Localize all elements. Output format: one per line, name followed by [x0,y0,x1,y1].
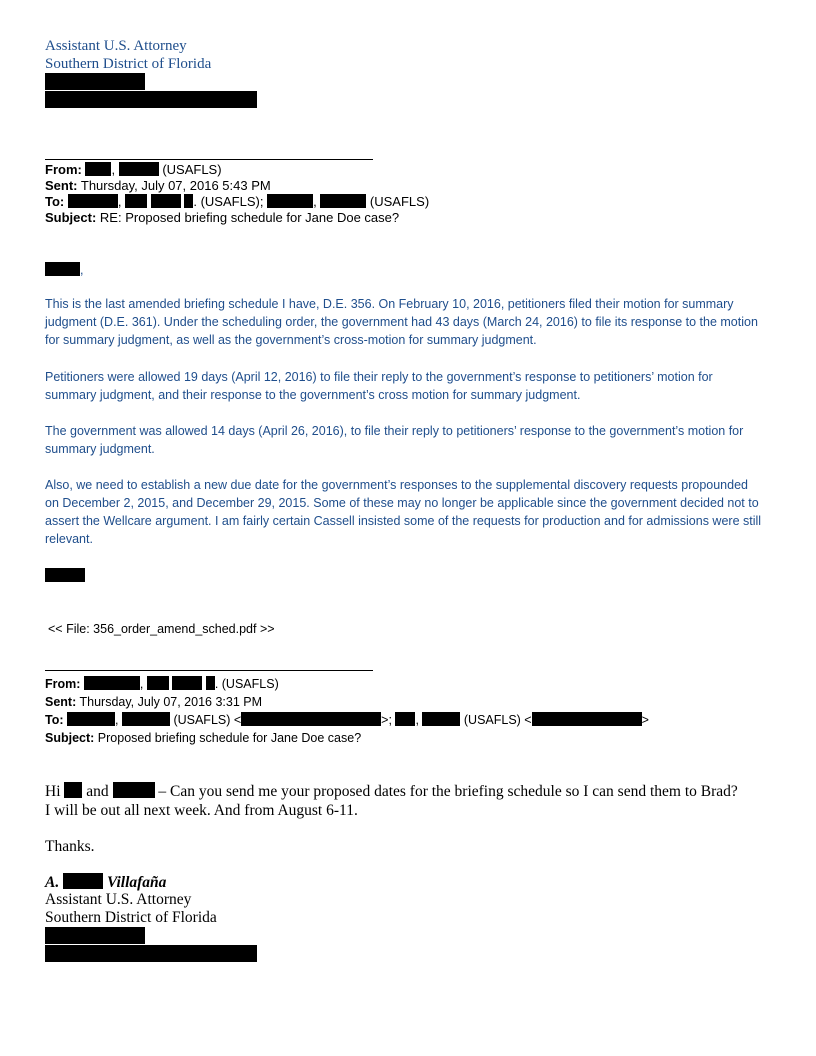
to-label: To: [45,713,64,727]
subject-value: RE: Proposed briefing schedule for Jane Doe case? [99,210,400,225]
to-part: (USAFLS) < [463,713,532,727]
original-subject-line [45,729,361,747]
header-separator [45,159,373,160]
header-separator [45,670,373,671]
from-suffix: . (USAFLS) [214,677,279,691]
redaction-block [395,712,415,726]
subject-label: Subject: [45,731,95,745]
redaction-block [63,873,103,889]
redaction-block [122,712,170,726]
redaction-block [147,676,169,690]
subject-label: Subject: [45,210,97,225]
redaction-block [184,194,193,208]
original-body-line-1: Hi and – Can you send me your proposed dates for the briefing schedule so I can send them to Brad? [45,783,738,800]
body-paragraph: Petitioners were allowed 19 days (April 12, 2016) to file their reply to the government’s response to petitioners’ motion for summary judgment, and their response to the government’s cross motion for summary judgment. [45,370,713,402]
redaction-block [64,782,82,798]
redaction-block [119,162,159,176]
original-body-line-2: I will be out all next week. And from August 6-11. [45,802,358,819]
top-signature-title: Assistant U.S. Attorney [45,38,187,54]
to-part: . (USAFLS); [193,194,264,209]
signature-title: Assistant U.S. Attorney [45,891,192,908]
from-label: From: [45,162,82,177]
redaction-block [45,262,80,276]
redaction-block [67,712,115,726]
redaction-block [113,782,155,798]
redaction-block [422,712,460,726]
redaction-block [45,73,145,90]
redaction-block [206,676,215,690]
body-paragraph: Also, we need to establish a new due date for the government’s responses to the supplemental discovery requests propounded on December 2, 2015, and December 29, 2015. Some of these may no longer be applicable since the government decided not to assert the Wellcare argument. I am fairly certain Cassell insisted some of the requests for production and for admissions were still relevant. [45,478,762,546]
redaction-block [267,194,313,208]
redaction-block [45,945,257,962]
redaction-block [125,194,147,208]
to-part: (USAFLS) [369,194,430,209]
redaction-block [45,568,85,582]
salutation: , [45,262,83,278]
to-part: > [641,713,649,727]
reply-sent-line [45,178,271,194]
redaction-block [320,194,366,208]
signature-district: Southern District of Florida [45,909,217,926]
original-sent-line [45,693,262,711]
sent-label: Sent: [45,178,78,193]
redaction-block [172,676,202,690]
reply-to-line: To: , . (USAFLS); , (USAFLS) [45,194,430,209]
reply-from-line: From: , (USAFLS) [45,162,222,177]
from-suffix: (USAFLS) [162,162,222,177]
redaction-block [84,676,140,690]
to-part: >; [381,713,392,727]
redaction-block [151,194,181,208]
sent-label: Sent: [45,695,77,709]
original-to-line: To: , (USAFLS) < >; , (USAFLS) < > [45,713,649,727]
redaction-block [45,927,145,944]
top-signature-district: Southern District of Florida [45,56,212,72]
redaction-block [241,712,381,726]
signature-name: A. Villafaña [45,874,167,891]
sent-value: Thursday, July 07, 2016 5:43 PM [80,178,271,193]
redaction-block [68,194,118,208]
from-label: From: [45,677,81,691]
redaction-block [45,91,257,108]
body-paragraph: The government was allowed 14 days (April 26, 2016), to file their reply to petitioners’ response to the government’s motion for summary judgment. [45,424,744,456]
reply-subject-line [45,210,399,226]
attachment-link[interactable]: << File: 356_order_amend_sched.pdf >> [48,622,275,636]
sent-value: Thursday, July 07, 2016 3:31 PM [79,695,263,709]
redaction-block [85,162,111,176]
redaction-block [532,712,642,726]
thanks-line: Thanks. [45,838,95,855]
original-from-line: From: , . (USAFLS) [45,677,279,691]
to-part: (USAFLS) < [173,713,242,727]
body-paragraph: This is the last amended briefing schedule I have, D.E. 356. On February 10, 2016, petitioners filed their motion for summary judgment (D.E. 361). Under the scheduling order, the government had 43 days (March 24, 2016) to file its response to the motion for summary judgment, as well as the government’s cross-motion for summary judgment. [45,297,758,347]
to-label: To: [45,194,65,209]
subject-value: Proposed briefing schedule for Jane Doe case? [97,731,362,745]
